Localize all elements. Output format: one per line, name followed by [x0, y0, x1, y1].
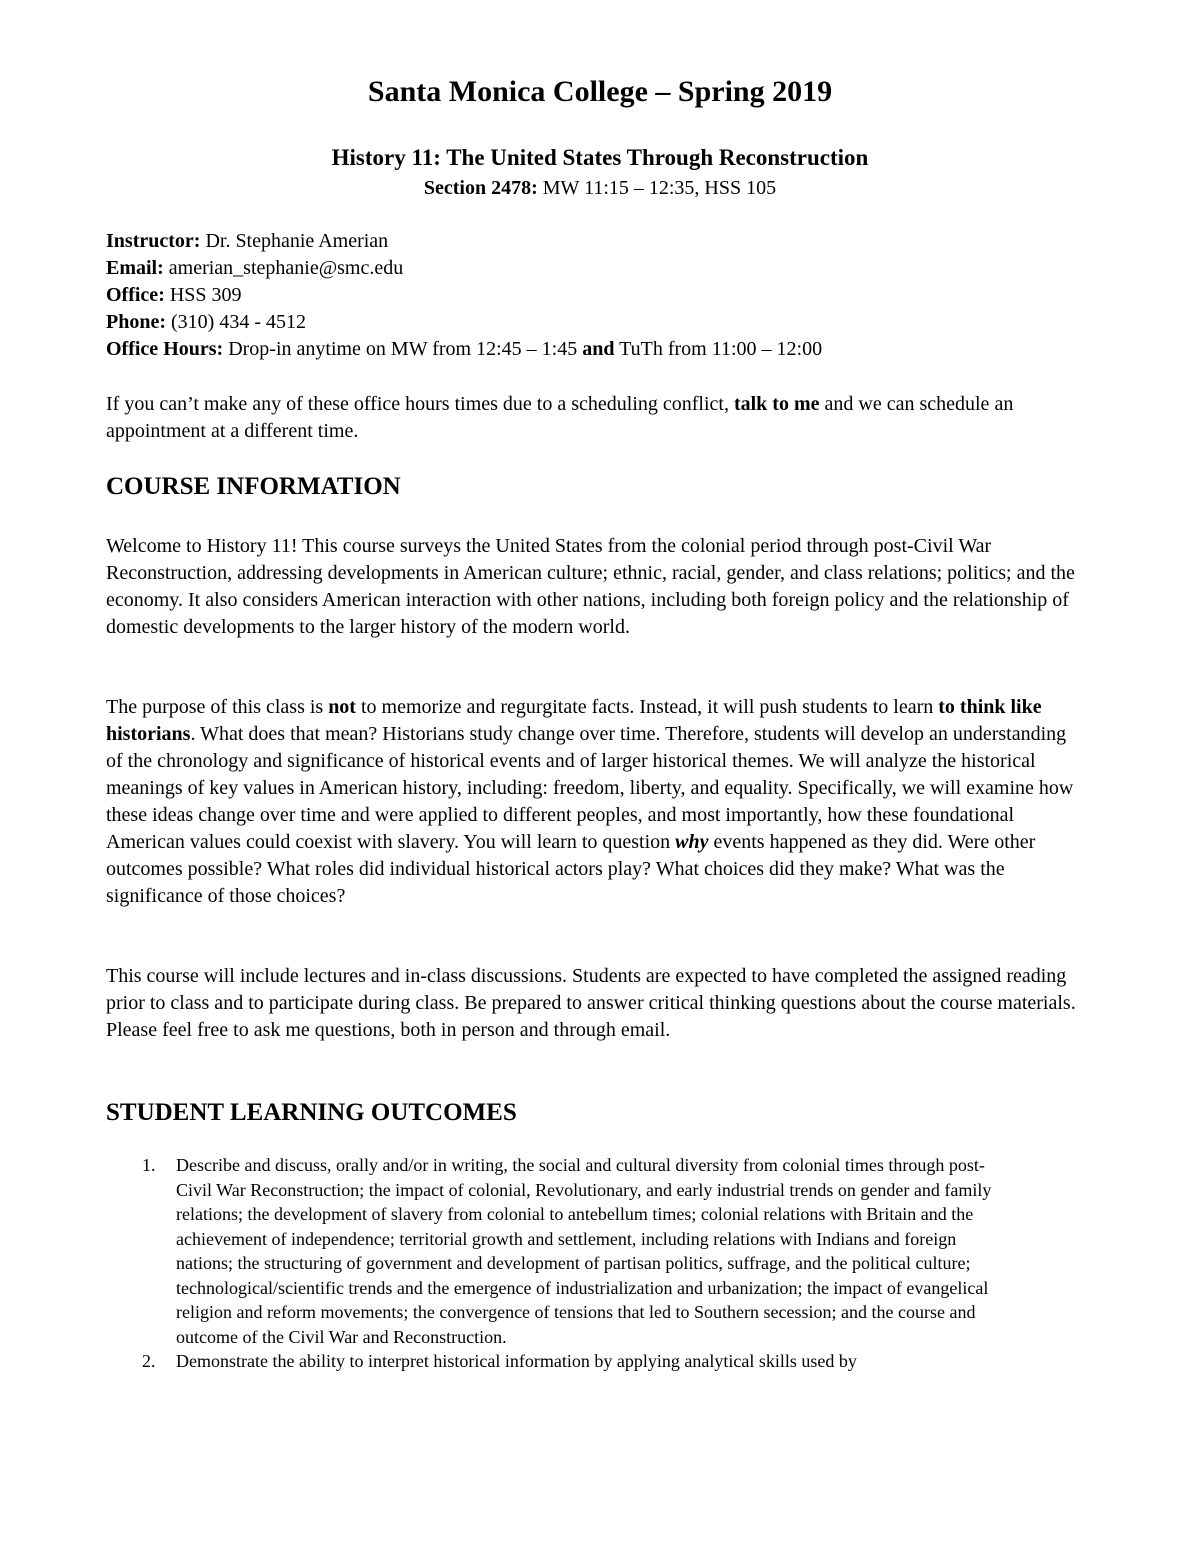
email-label: Email:	[106, 257, 164, 279]
outcome-number: 1.	[142, 1155, 156, 1175]
para2-think-like-historians: to think like historians	[106, 696, 1042, 745]
para2-text-c: . What does that mean? Historians study change over time. Therefore, students will develop an understanding of the chronology and significance of historical events and of larger historical themes. We will analyze the historical meanings of key values in American history, including: freedom, liberty, and equality. Specifically, we will examine how these ideas change over time and were applied to different peoples, and most importantly, how these foundational American values could coexist with slavery. You will learn to question	[106, 723, 1074, 853]
section-line	[0, 175, 1200, 201]
course-info-paragraph-1: Welcome to History 11! This course surveys the United States from the colonial period through post-Civil War Reconstruction, addressing developments in American culture; ethnic, racial, gender, and class relations; politics; and the economy. It also considers American interaction with other nations, including both foreign policy and the relationship of domestic developments to the larger history of the modern world.	[106, 535, 1075, 638]
instructor-value: Dr. Stephanie Amerian	[200, 230, 389, 252]
office-hours-value-1: Drop-in anytime on MW from 12:45 – 1:45	[223, 338, 583, 360]
instructor-row	[106, 228, 822, 255]
list-item	[106, 1153, 1006, 1349]
office-value: HSS 309	[164, 284, 242, 306]
phone-value: (310) 434 - 4512	[166, 311, 306, 333]
para2-text-d: events happened as they did. Were other outcomes possible? What roles did individual historical actors play? What choices did they make? What was the significance of those choices?	[106, 831, 1036, 907]
appointment-text-2: and we can schedule an appointment at a different time.	[106, 393, 1014, 442]
list-item	[106, 1349, 1006, 1374]
office-hours-label: Office Hours:	[106, 338, 224, 360]
phone-row	[106, 309, 822, 336]
instructor-label: Instructor:	[106, 230, 201, 252]
appointment-note	[106, 391, 1081, 445]
para2-why: why	[675, 831, 709, 853]
email-row	[106, 255, 822, 282]
document-title: Santa Monica College – Spring 2019	[367, 75, 833, 108]
email-value: amerian_stephanie@smc.edu	[163, 257, 404, 279]
course-title: History 11: The United States Through Reconstruction	[331, 145, 869, 170]
course-info-paragraph-2	[106, 694, 1081, 910]
section-value: MW 11:15 – 12:35, HSS 105	[537, 177, 777, 199]
office-label: Office:	[106, 284, 165, 306]
office-row	[106, 282, 822, 309]
office-hours-value-2: TuTh from 11:00 – 12:00	[614, 338, 823, 360]
office-hours-row	[106, 336, 822, 363]
section-label: Section 2478:	[423, 177, 538, 199]
learning-outcomes-list	[106, 1153, 1006, 1374]
outcome-number: 2.	[142, 1351, 156, 1371]
course-info-paragraph-3: This course will include lectures and in-class discussions. Students are expected to have completed the assigned reading prior to class and to participate during class. Be prepared to answer critical thinking questions about the course materials. Please feel free to ask me questions, both in person and through email.	[106, 965, 1076, 1041]
outcome-text: Describe and discuss, orally and/or in writing, the social and cultural diversity from colonial times through post-Civil War Reconstruction; the impact of colonial, Revolutionary, and early industrial trends on gender and family relations; the development of slavery from colonial to antebellum times; colonial relations with Britain and the achievement of independence; territorial growth and settlement, including relations with Indians and foreign nations; the structuring of government and development of partisan politics, suffrage, and the political culture; technological/scientific trends and the emergence of industrialization and urbanization; the impact of evangelical religion and reform movements; the convergence of tensions that led to Southern secession; and the course and outcome of the Civil War and Reconstruction.	[176, 1155, 992, 1347]
para2-text-a: The purpose of this class is	[106, 696, 329, 718]
appointment-bold: talk to me	[733, 393, 820, 415]
learning-outcomes-heading: STUDENT LEARNING OUTCOMES	[106, 1099, 517, 1126]
course-information-heading: COURSE INFORMATION	[106, 473, 401, 500]
contact-info	[106, 228, 822, 363]
appointment-text-1: If you can’t make any of these office hours times due to a scheduling conflict,	[106, 393, 734, 415]
office-hours-and: and	[582, 338, 615, 360]
outcome-text: Demonstrate the ability to interpret historical information by applying analytical skills used by	[176, 1351, 857, 1371]
para2-text-b: to memorize and regurgitate facts. Instead, it will push students to learn	[355, 696, 939, 718]
phone-label: Phone:	[106, 311, 166, 333]
para2-not: not	[328, 696, 356, 718]
